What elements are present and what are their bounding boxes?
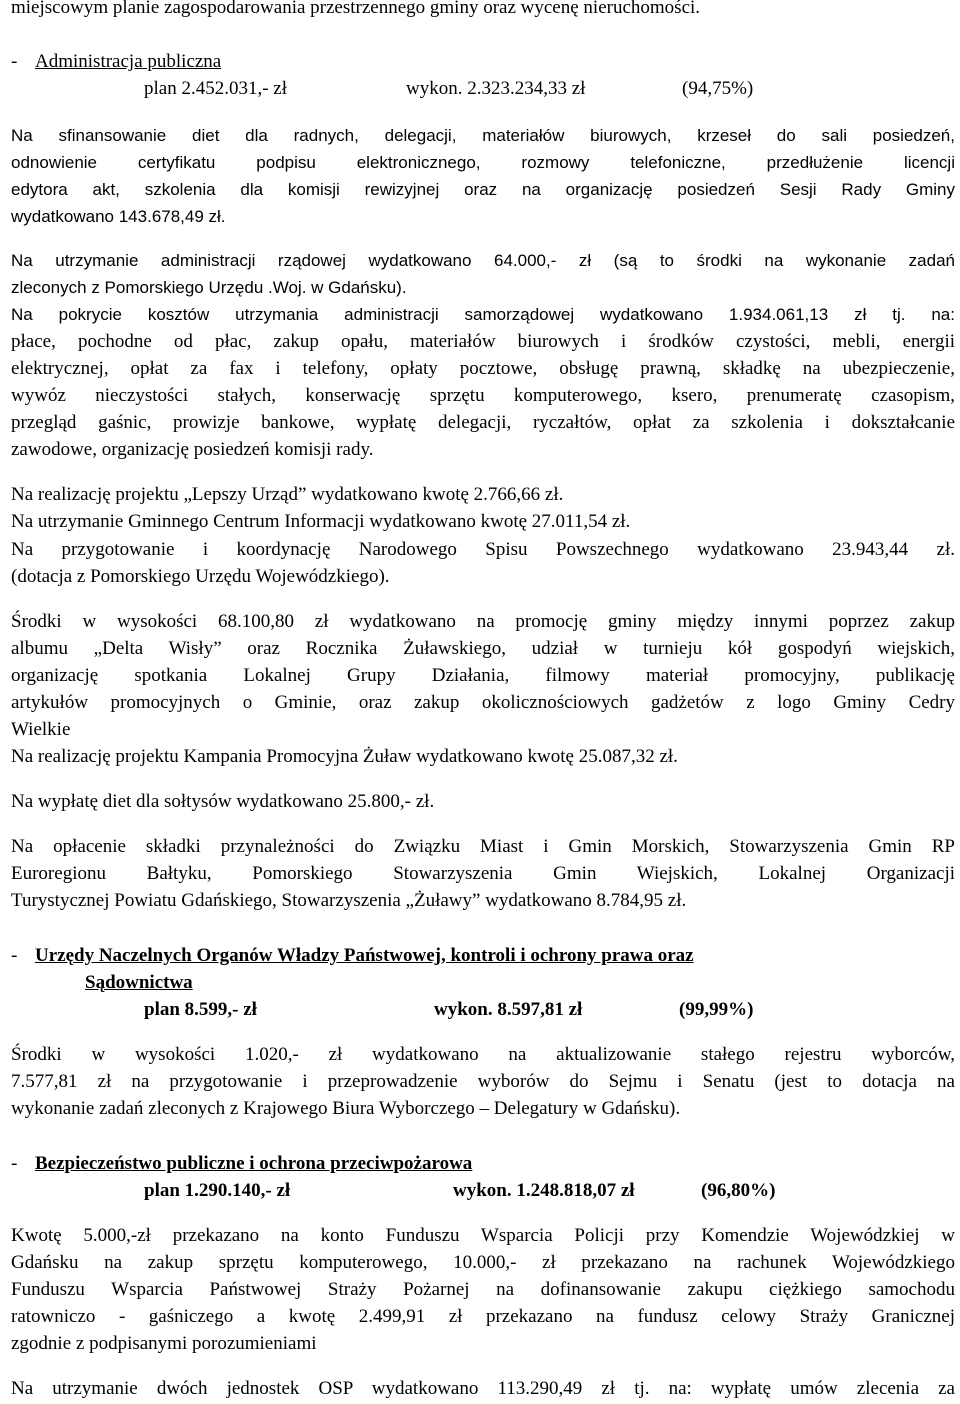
section-heading-urzedy-cont (11, 971, 955, 995)
text-line: Na sfinansowanie diet dla radnych, delegacji, materiałów biurowych, krzeseł do sali posiedzeń, (11, 126, 955, 145)
text-line: Na wypłatę diet dla sołtysów wydatkowano 25.800,- zł. (11, 791, 435, 812)
section-title: Bezpieczeństwo publiczne i ochrona przeciwpożarowa (35, 1153, 473, 1174)
section-title: Administracja publiczna (35, 51, 222, 72)
section-heading-urzedy (11, 944, 955, 968)
text-line: Na opłacenie składki przynależności do Związku Miast i Gmin Morskich, Stowarzyszenia Gmin RP (11, 836, 955, 857)
text-line: zawodowe, organizację posiedzeń komisji rady. (11, 439, 374, 460)
text-line: Na realizację projektu „Lepszy Urząd” wydatkowano kwotę 2.766,66 zł. (11, 484, 564, 505)
text-line: Gdańsku na zakup sprzętu komputerowego, 10.000,- zł przekazano na rachunek Wojewódzkiego (11, 1252, 955, 1273)
text-line: ratowniczo - gaśniczego a kwotę 2.499,91 zł przekazano na fundusz celowy Straży Granicznej (11, 1306, 955, 1327)
text-line: Wielkie (11, 719, 71, 740)
text-line: Na pokrycie kosztów utrzymania administracji samorządowej wydatkowano 1.934.061,13 zł tj. na: (11, 305, 955, 324)
text-line: zgodnie z podpisanymi porozumieniami (11, 1333, 317, 1354)
text-line: Na utrzymanie Gminnego Centrum Informacji wydatkowano kwotę 27.011,54 zł. (11, 511, 631, 532)
text-line: artykułów promocyjnych o Gminie, oraz zakup okolicznościowych gadżetów z logo Gminy Cedry (11, 692, 955, 713)
percent-value: (94,75%) (682, 78, 754, 99)
text-line: Środki w wysokości 68.100,80 zł wydatkowano na promocję gminy między innymi poprzez zakup (11, 611, 955, 632)
text-line: elektrycznej, opłat za fax i telefony, opłaty pocztowe, obsługę prawną, składkę na ubezpieczenie, (11, 358, 955, 379)
text-line: przegląd gaśnic, prowizje bankowe, wypłatę delegacji, ryczałtów, opłat za szkolenia i dokształcanie (11, 412, 955, 433)
text-line: Kwotę 5.000,-zł przekazano na konto Funduszu Wsparcia Policji przy Komendzie Wojewódzkiej w (11, 1225, 955, 1246)
list-dash: - (11, 1153, 18, 1174)
wykon-amount: wykon. 8.597,81 zł (434, 999, 583, 1020)
section-title: Sądownictwa (85, 972, 193, 993)
text-line: Euroregionu Bałtyku, Pomorskiego Stowarzyszenia Gmin Wiejskich, Lokalnej Organizacji (11, 863, 955, 884)
text-line: miejscowym planie zagospodarowania przestrzennego gminy oraz wycenę nieruchomości. (11, 0, 701, 18)
text-line: Na przygotowanie i koordynację Narodowego Spisu Powszechnego wydatkowano 23.943,44 zł. (11, 539, 955, 560)
text-line: wywóz nieczystości stałych, konserwację sprzętu komputerowego, ksero, prenumeratę czasopism, (11, 385, 955, 406)
plan-amount: plan 8.599,- zł (144, 999, 257, 1020)
text-line: albumu „Delta Wisły” oraz Rocznika Żuławskiego, udział w turnieju kół gospodyń wiejskich, (11, 638, 955, 659)
text-line: organizację spotkania Lokalnej Grupy Działania, filmowy materiał promocyjny, publikację (11, 665, 955, 686)
wykon-amount: wykon. 2.323.234,33 zł (406, 78, 586, 99)
text-line: Turystycznej Powiatu Gdańskiego, Stowarzyszenia „Żuławy” wydatkowano 8.784,95 zł. (11, 890, 687, 911)
text-line: wydatkowano 143.678,49 zł. (11, 207, 226, 226)
text-line: Na utrzymanie dwóch jednostek OSP wydatkowano 113.290,49 zł tj. na: wypłatę umów zlecenia za (11, 1378, 955, 1399)
section-heading-bezpieczenstwo (11, 1152, 955, 1176)
text-line: płace, pochodne od płac, zakup opału, materiałów biurowych i środków czystości, mebli, energii (11, 331, 955, 352)
list-dash: - (11, 51, 18, 72)
plan-amount: plan 2.452.031,- zł (144, 78, 288, 99)
text-line: 7.577,81 zł na przygotowanie i przeprowadzenie wyborów do Sejmu i Senatu (jest to dotacja na (11, 1071, 955, 1092)
plan-amount: plan 1.290.140,- zł (144, 1180, 291, 1201)
text-line: zleconych z Pomorskiego Urzędu .Woj. w Gdańsku). (11, 278, 407, 297)
text-line: Środki w wysokości 1.020,- zł wydatkowano na aktualizowanie stałego rejestru wyborców, (11, 1044, 955, 1065)
list-dash: - (11, 945, 18, 966)
text-line: (dotacja z Pomorskiego Urzędu Wojewódzkiego). (11, 566, 390, 587)
text-line: Na utrzymanie administracji rządowej wydatkowano 64.000,- zł (są to środki na wykonanie zadań (11, 251, 955, 270)
text-line: Na realizację projektu Kampania Promocyjna Żuław wydatkowano kwotę 25.087,32 zł. (11, 746, 678, 767)
wykon-amount: wykon. 1.248.818,07 zł (453, 1180, 635, 1201)
text-line: Funduszu Wsparcia Państwowej Straży Pożarnej na dofinansowanie zakupu ciężkiego samochodu (11, 1279, 955, 1300)
section-heading-administracja (11, 50, 955, 74)
section-budget-bezpieczenstwo (11, 1179, 955, 1203)
text-line: odnowienie certyfikatu podpisu elektronicznego, rozmowy telefoniczne, przedłużenie licencji (11, 153, 955, 172)
section-title: Urzędy Naczelnych Organów Władzy Państwowej, kontroli i ochrony prawa oraz (35, 945, 694, 966)
text-line: edytora akt, szkolenia dla komisji rewizyjnej oraz na organizację posiedzeń Sesji Rady Gminy (11, 180, 955, 199)
percent-value: (96,80%) (701, 1180, 776, 1201)
percent-value: (99,99%) (679, 999, 754, 1020)
text-line: wykonanie zadań zleconych z Krajowego Biura Wyborczego – Delegatury w Gdańsku). (11, 1098, 681, 1119)
section-budget-urzedy (11, 998, 955, 1022)
section-budget-administracja (11, 77, 955, 101)
